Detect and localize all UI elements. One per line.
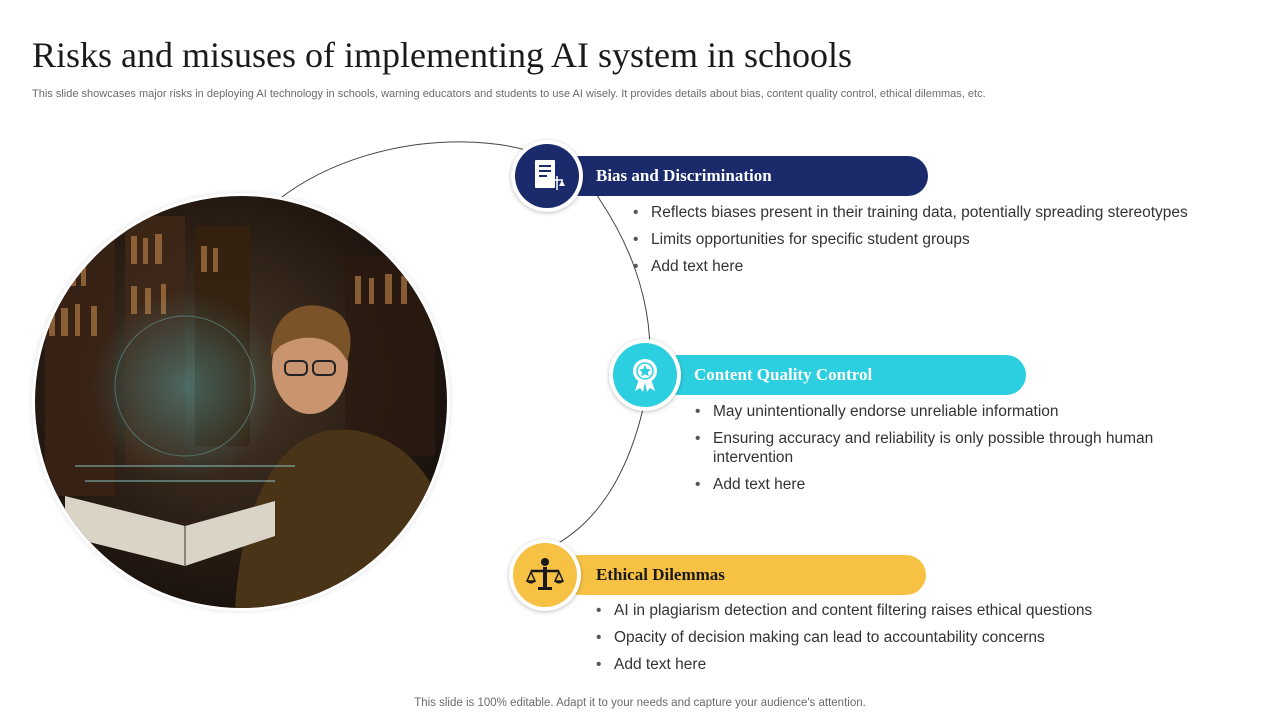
list-item: • Reflects biases present in their training data, potentially spreading stereotypes xyxy=(633,203,1233,222)
list-item: • Limits opportunities for specific student groups xyxy=(633,230,1233,249)
bias-discrimination-header xyxy=(560,156,928,196)
award-ribbon-icon xyxy=(609,339,681,411)
bias-discrimination-title: Bias and Discrimination xyxy=(596,166,772,185)
list-item: • Opacity of decision making can lead to accountability concerns xyxy=(596,628,1196,647)
list-item: • Add text here xyxy=(596,655,1196,674)
content-quality-title: Content Quality Control xyxy=(694,365,873,384)
content-quality-header xyxy=(658,355,1026,395)
ethical-dilemmas-bullets xyxy=(596,601,1196,682)
slide-footer: This slide is 100% editable. Adapt it to your needs and capture your audience's attention. xyxy=(414,697,866,709)
slide-title: Risks and misuses of implementing AI system in schools xyxy=(32,35,852,75)
list-item: • May unintentionally endorse unreliable information xyxy=(695,402,1175,421)
list-item: • Add text here xyxy=(695,475,1175,494)
student-reading-photo xyxy=(35,196,447,608)
list-item: • Add text here xyxy=(633,257,1233,276)
list-item: • AI in plagiarism detection and content filtering raises ethical questions xyxy=(596,601,1196,620)
document-scales-icon xyxy=(511,140,583,212)
person-balance-icon xyxy=(509,539,581,611)
slide-subtitle: This slide showcases major risks in deploying AI technology in schools, warning educators and students to use AI wisely. It provides details about bias, content quality control, ethical dilemmas, etc. xyxy=(32,88,986,100)
ethical-dilemmas-title: Ethical Dilemmas xyxy=(596,565,725,584)
ethical-dilemmas-header xyxy=(560,555,926,595)
bias-discrimination-bullets xyxy=(633,203,1233,284)
content-quality-bullets xyxy=(695,402,1175,502)
list-item: • Ensuring accuracy and reliability is only possible through human intervention xyxy=(695,429,1175,467)
